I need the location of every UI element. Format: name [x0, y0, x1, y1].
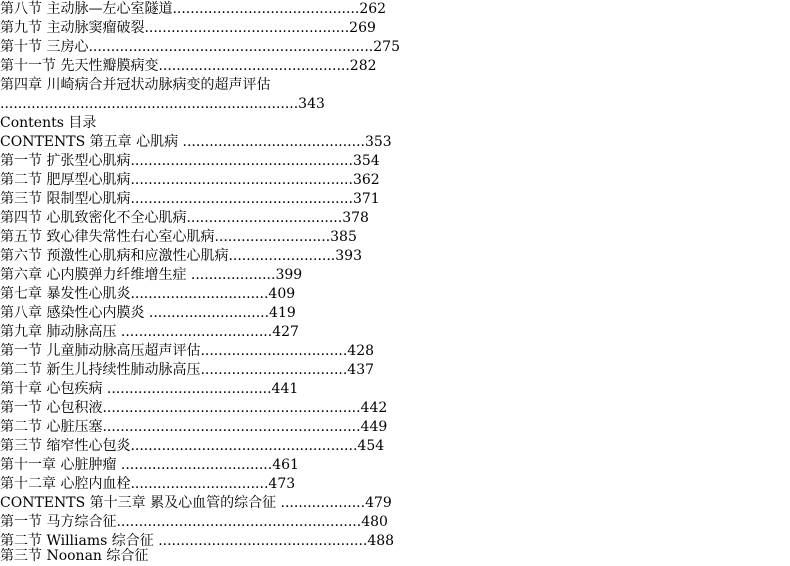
toc-line: 第十节 三房心................................................................275 — [0, 39, 400, 55]
toc-line: 第十章 心包疾病 .....................................441 — [0, 381, 299, 397]
toc-line: 第十一节 先天性瓣膜病变...........................................282 — [0, 58, 377, 74]
toc-line: 第七章 暴发性心肌炎...............................409 — [0, 286, 296, 302]
toc-line: 第六章 心内膜弹力纤维增生症 ...................399 — [0, 267, 303, 283]
toc-line: 第三节 限制型心肌病..................................................371 — [0, 191, 380, 207]
toc-line: 第二节 心脏压塞..........................................................449 — [0, 419, 388, 435]
toc-line: 第二节 Williams 综合征 ...............................................488 — [0, 533, 395, 549]
toc-line: CONTENTS 第十三章 累及心血管的综合征 ...................479 — [0, 495, 392, 511]
toc-line: 第九章 肺动脉高压 ..................................427 — [0, 324, 299, 340]
toc-line: 第八章 感染性心内膜炎 ...........................419 — [0, 305, 296, 321]
toc-line: 第九节 主动脉窦瘤破裂..............................................269 — [0, 20, 376, 36]
toc-line: 第三节 Noonan 综合征 — [0, 548, 149, 564]
toc-line: 第一节 儿童肺动脉高压超声评估.................................428 — [0, 343, 375, 359]
toc-line: 第五节 致心律失常性右心室心肌病..........................385 — [0, 229, 357, 245]
toc-line: 第八节 主动脉—左心室隧道..........................................262 — [0, 1, 387, 17]
toc-line: 第三节 缩窄性心包炎...................................................454 — [0, 438, 385, 454]
toc-line: ...................................................................343 — [0, 96, 325, 112]
toc-line: 第二节 肥厚型心肌病..................................................362 — [0, 172, 380, 188]
toc-line: 第四节 心肌致密化不全心肌病...................................378 — [0, 210, 369, 226]
toc-line: 第一节 扩张型心肌病..................................................354 — [0, 153, 380, 169]
toc-line: 第二节 新生儿持续性肺动脉高压.................................437 — [0, 362, 375, 378]
section-heading: Contents 目录 — [0, 115, 97, 131]
toc-line: 第一节 心包积液..........................................................442 — [0, 400, 388, 416]
toc-line: 第十二章 心腔内血栓...............................473 — [0, 476, 296, 492]
toc-line: 第一节 马方综合征.......................................................480 — [0, 514, 388, 530]
toc-line: 第四章 川崎病合并冠状动脉病变的超声评估 — [0, 77, 271, 93]
toc-line: 第六节 预激性心肌病和应激性心肌病........................393 — [0, 248, 362, 264]
toc-line: 第十一章 心脏肿瘤 ..................................461 — [0, 457, 299, 473]
toc-line: CONTENTS 第五章 心肌病 .........................................353 — [0, 134, 392, 150]
